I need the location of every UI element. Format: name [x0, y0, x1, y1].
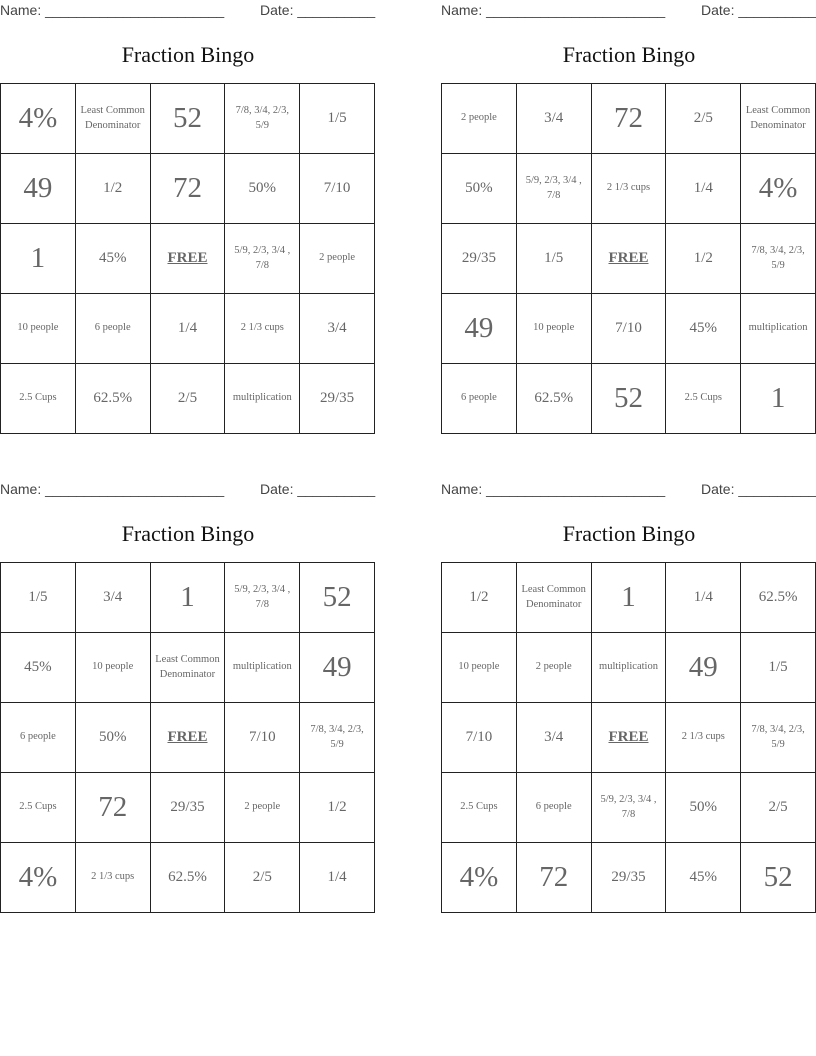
name-date-row — [0, 0, 376, 20]
name-line: Name: _______________________ — [0, 2, 225, 18]
bingo-cell: 2 people — [225, 773, 300, 843]
bingo-cell: 1/2 — [442, 563, 517, 633]
bingo-cell: 50% — [666, 773, 741, 843]
bingo-cell: 7/8, 3/4, 2/3, 5/9 — [741, 224, 816, 294]
bingo-cell: Least Common Denominator — [151, 633, 226, 703]
bingo-cell: 5/9, 2/3, 3/4 , 7/8 — [592, 773, 667, 843]
bingo-cell: 7/10 — [300, 154, 375, 224]
bingo-cell: 1 — [592, 563, 667, 633]
free-space: FREE — [592, 224, 667, 294]
bingo-cell: 3/4 — [517, 84, 592, 154]
card-title: Fraction Bingo — [562, 521, 696, 546]
bingo-cell: multiplication — [225, 633, 300, 703]
bingo-cell: 52 — [592, 364, 667, 434]
bingo-cell: 7/10 — [225, 703, 300, 773]
bingo-cell: 1/2 — [666, 224, 741, 294]
bingo-cell: 7/8, 3/4, 2/3, 5/9 — [225, 84, 300, 154]
bingo-cell: 1/4 — [666, 563, 741, 633]
bingo-cell: 2 people — [517, 633, 592, 703]
bingo-cell: 10 people — [76, 633, 151, 703]
bingo-cell: 49 — [300, 633, 375, 703]
bingo-cell: 6 people — [517, 773, 592, 843]
bingo-cell: 3/4 — [76, 563, 151, 633]
bingo-cell: 6 people — [76, 294, 151, 364]
bingo-cell: Least Common Denominator — [741, 84, 816, 154]
free-space: FREE — [592, 703, 667, 773]
bingo-cell: 6 people — [442, 364, 517, 434]
free-space: FREE — [151, 703, 226, 773]
name-date-row — [441, 479, 816, 499]
bingo-cell: 62.5% — [517, 364, 592, 434]
bingo-cell: 5/9, 2/3, 3/4 , 7/8 — [225, 224, 300, 294]
card-title: Fraction Bingo — [562, 42, 696, 67]
bingo-cell: 1/2 — [76, 154, 151, 224]
bingo-cell: 4% — [1, 84, 76, 154]
bingo-cell: 5/9, 2/3, 3/4 , 7/8 — [517, 154, 592, 224]
bingo-cell: 2 1/3 cups — [666, 703, 741, 773]
card-title: Fraction Bingo — [121, 42, 255, 67]
bingo-grid — [441, 562, 816, 913]
bingo-cell: 72 — [151, 154, 226, 224]
bingo-cell: 1 — [1, 224, 76, 294]
bingo-cell: 1/5 — [1, 563, 76, 633]
bingo-cell: 72 — [517, 843, 592, 913]
bingo-card-3 — [0, 479, 376, 915]
bingo-cell: 50% — [442, 154, 517, 224]
bingo-cell: 5/9, 2/3, 3/4 , 7/8 — [225, 563, 300, 633]
date-line: Date: __________ — [701, 481, 816, 497]
bingo-card-2 — [441, 0, 816, 436]
bingo-cell: 45% — [666, 294, 741, 364]
bingo-cell: 7/10 — [592, 294, 667, 364]
bingo-cell: 1 — [741, 364, 816, 434]
name-date-row — [441, 0, 816, 20]
bingo-cell: 62.5% — [741, 563, 816, 633]
date-line: Date: __________ — [260, 481, 376, 497]
bingo-cell: 52 — [300, 563, 375, 633]
bingo-cell: 1/5 — [517, 224, 592, 294]
bingo-grid — [441, 83, 816, 434]
bingo-cell: 49 — [442, 294, 517, 364]
bingo-cell: multiplication — [592, 633, 667, 703]
bingo-cell: 3/4 — [517, 703, 592, 773]
bingo-cell: 50% — [76, 703, 151, 773]
name-line: Name: _______________________ — [0, 481, 225, 497]
bingo-cell: 1/2 — [300, 773, 375, 843]
bingo-cell: 50% — [225, 154, 300, 224]
bingo-cell: 45% — [666, 843, 741, 913]
bingo-card-1 — [0, 0, 376, 436]
free-space: FREE — [151, 224, 226, 294]
bingo-cell: 2.5 Cups — [1, 364, 76, 434]
bingo-cell: 2 people — [442, 84, 517, 154]
bingo-cell: 1/5 — [741, 633, 816, 703]
bingo-card-4 — [441, 479, 816, 915]
date-line: Date: __________ — [701, 2, 816, 18]
bingo-cell: 4% — [741, 154, 816, 224]
bingo-cell: 2.5 Cups — [1, 773, 76, 843]
bingo-cell: 2 1/3 cups — [76, 843, 151, 913]
bingo-cell: Least Common Denominator — [517, 563, 592, 633]
bingo-cell: 2.5 Cups — [666, 364, 741, 434]
bingo-cell: 2/5 — [741, 773, 816, 843]
bingo-grid — [0, 83, 375, 434]
bingo-cell: 2/5 — [151, 364, 226, 434]
bingo-cell: 10 people — [442, 633, 517, 703]
bingo-cell: 49 — [1, 154, 76, 224]
bingo-cell: 1/5 — [300, 84, 375, 154]
bingo-cell: 4% — [1, 843, 76, 913]
bingo-cell: 7/8, 3/4, 2/3, 5/9 — [741, 703, 816, 773]
bingo-cell: 6 people — [1, 703, 76, 773]
bingo-cell: 45% — [1, 633, 76, 703]
card-title: Fraction Bingo — [121, 521, 255, 546]
name-line: Name: _______________________ — [441, 481, 666, 497]
bingo-cell: 10 people — [517, 294, 592, 364]
bingo-cell: 2.5 Cups — [442, 773, 517, 843]
bingo-cell: 2/5 — [666, 84, 741, 154]
bingo-cell: 62.5% — [151, 843, 226, 913]
bingo-cell: 2 1/3 cups — [225, 294, 300, 364]
bingo-cell: 29/35 — [151, 773, 226, 843]
bingo-cell: 1/4 — [300, 843, 375, 913]
bingo-cell: 2 people — [300, 224, 375, 294]
bingo-cell: 7/8, 3/4, 2/3, 5/9 — [300, 703, 375, 773]
bingo-cell: multiplication — [741, 294, 816, 364]
bingo-cell: 4% — [442, 843, 517, 913]
name-line: Name: _______________________ — [441, 2, 666, 18]
bingo-cell: 62.5% — [76, 364, 151, 434]
bingo-cell: 29/35 — [442, 224, 517, 294]
name-date-row — [0, 479, 376, 499]
bingo-grid — [0, 562, 375, 913]
bingo-cell: 2 1/3 cups — [592, 154, 667, 224]
bingo-cell: 29/35 — [300, 364, 375, 434]
bingo-cell: 1/4 — [666, 154, 741, 224]
bingo-cell: 45% — [76, 224, 151, 294]
bingo-cell: 49 — [666, 633, 741, 703]
bingo-cell: Least Common Denominator — [76, 84, 151, 154]
bingo-cell: 72 — [76, 773, 151, 843]
bingo-cell: 72 — [592, 84, 667, 154]
date-line: Date: __________ — [260, 2, 376, 18]
bingo-cell: 52 — [151, 84, 226, 154]
bingo-cell: 52 — [741, 843, 816, 913]
bingo-cell: multiplication — [225, 364, 300, 434]
bingo-cell: 10 people — [1, 294, 76, 364]
bingo-cell: 1 — [151, 563, 226, 633]
bingo-cell: 7/10 — [442, 703, 517, 773]
bingo-cell: 1/4 — [151, 294, 226, 364]
bingo-cell: 3/4 — [300, 294, 375, 364]
bingo-cell: 2/5 — [225, 843, 300, 913]
bingo-cell: 29/35 — [592, 843, 667, 913]
